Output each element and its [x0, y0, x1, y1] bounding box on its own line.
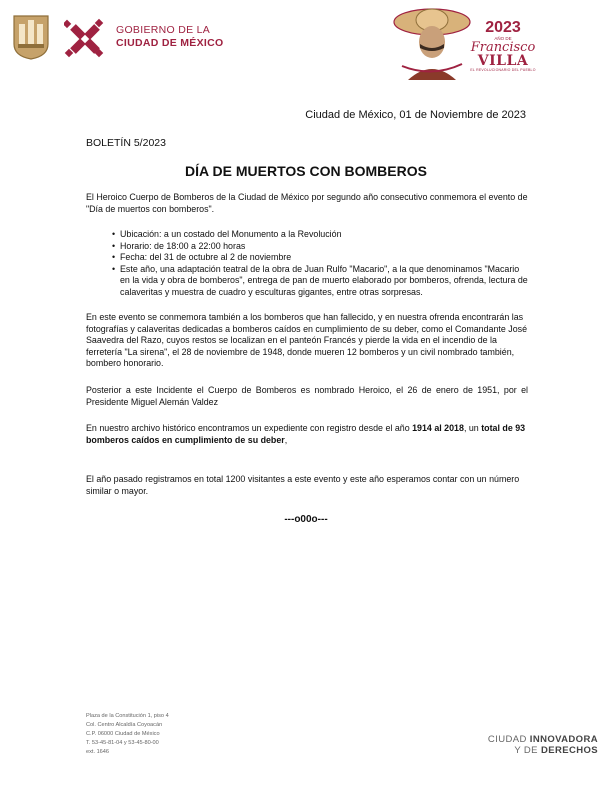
archive-text-e: , [284, 434, 288, 445]
address-line: C.P. 06000 Ciudad de México [86, 731, 160, 737]
villa-name-first: Francisco [470, 40, 536, 55]
address-line: T. 53-45-81-04 y 53-45-80-00 [86, 740, 159, 746]
list-item-text: Ubicación: a un costado del Monumento a la Revolución [120, 229, 342, 239]
gobierno-cdmx-logo-icon [64, 18, 106, 60]
bullet-icon: • [112, 240, 116, 251]
list-item [112, 252, 528, 264]
address-line: Col. Centro Alcaldía Coyoacán [86, 722, 163, 728]
memorial-paragraph: En este evento se conmemora también a los bomberos que han fallecido, y en nuestra ofrenda encontrarán las fotografías y calaveritas dedicadas a bomberos caídos en cumplimiento de su deber, como el Comandante José Saavedra del Razo, cuyos restos se localizan en el panteón Francés y pierde la vida en el incendio de la ferretería "La sirena", el 28 de noviembre de 1948, donde mueren 12 bomberos y un civil nombrado también, bombero honorario. [86, 312, 528, 369]
archive-text-a: En nuestro archivo histórico encontramos un expediente con registro desde el año [86, 423, 413, 433]
francisco-villa-portrait-icon [392, 6, 474, 80]
list-item [112, 264, 528, 299]
archive-text-c: , un [463, 423, 482, 433]
villa-ano: AÑO DE [494, 36, 512, 41]
closing-mark: ---o00o--- [284, 514, 328, 525]
bulletin-number: BOLETÍN 5/2023 [86, 137, 166, 149]
address-line: Plaza de la Constitución 1, piso 4 [86, 713, 169, 719]
date-line: Ciudad de México, 01 de Noviembre de 2023 [305, 109, 526, 121]
archive-years: 1914 al 2018 [412, 423, 464, 433]
gov-line1: GOBIERNO DE LA [116, 24, 211, 36]
heroic-paragraph: Posterior a este Incidente el Cuerpo de Bomberos es nombrado Heroico, el 26 de enero de 1951, por el Presidente Miguel Alemán Valdez [86, 385, 528, 407]
cdmx-coat-of-arms-logo [12, 14, 50, 60]
gov-logo-text [116, 24, 223, 50]
list-item [112, 241, 528, 253]
villa-year-emblem [470, 20, 536, 73]
gov-line2: CIUDAD DE MÉXICO [116, 37, 224, 49]
bullet-icon: • [112, 229, 116, 239]
villa-year: 2023 [485, 19, 521, 36]
intro-paragraph: El Heroico Cuerpo de Bomberos de la Ciudad de México por segundo año consecutivo conmemora el evento de "Día de muertos con bomberos". [86, 192, 528, 214]
archive-total: total de 93 bomberos caídos en cumplimiento de su deber [86, 423, 526, 445]
address-line: ext. 1646 [86, 749, 110, 755]
bullet-icon: • [112, 263, 116, 274]
brand-y-de: Y DE [514, 745, 541, 756]
footer-brand-slogan [488, 734, 598, 756]
villa-name-last: VILLA [477, 53, 529, 69]
event-details-list [112, 229, 528, 299]
page-title: DÍA DE MUERTOS CON BOMBEROS [185, 163, 427, 179]
brand-ciudad: CIUDAD [487, 734, 530, 745]
bullet-icon: • [112, 252, 116, 263]
list-item-text: Fecha: del 31 de octubre al 2 de noviembre [120, 252, 292, 263]
visitors-paragraph: El año pasado registramos en total 1200 visitantes a este evento y este año esperamos contar con un número similar o mayor. [86, 474, 520, 496]
villa-tagline: EL REVOLUCIONARIO DEL PUEBLO [470, 68, 536, 72]
archive-paragraph [86, 423, 528, 446]
list-item-text: Este año, una adaptación teatral de la obra de Juan Rulfo "Macario", a la que denominamos "Macario en la vida y obra de bomberos", entrega de pan de muerto elaborado por bomberos, ofrenda, lectura de calaveritas y muestra de cuadro y esculturas gigantes, entre otras sorpresas. [120, 263, 528, 297]
list-item [112, 229, 528, 241]
brand-innovadora: INNOVADORA [529, 734, 598, 745]
footer-address [86, 712, 169, 757]
list-item-text: Horario: de 18:00 a 22:00 horas [120, 240, 246, 251]
brand-derechos: DERECHOS [540, 745, 598, 756]
